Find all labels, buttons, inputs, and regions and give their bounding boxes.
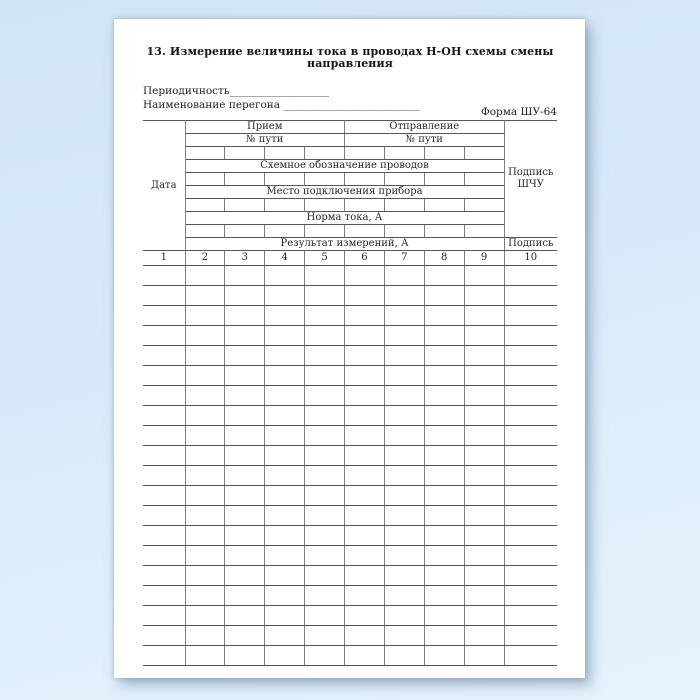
empty-cell — [464, 446, 504, 466]
empty-cell — [225, 173, 265, 186]
blank-header-row — [143, 225, 557, 238]
empty-cell — [305, 426, 345, 446]
empty-cell — [143, 566, 185, 586]
empty-cell — [225, 626, 265, 646]
empty-cell — [464, 466, 504, 486]
table-row — [143, 386, 557, 406]
empty-cell — [143, 606, 185, 626]
empty-cell — [345, 225, 385, 238]
empty-cell — [225, 506, 265, 526]
empty-cell — [305, 606, 345, 626]
empty-cell — [265, 566, 305, 586]
empty-cell — [225, 147, 265, 160]
empty-cell — [424, 566, 464, 586]
empty-cell — [384, 346, 424, 366]
empty-cell — [225, 366, 265, 386]
form-code: Форма ШУ-64 — [480, 106, 557, 118]
empty-cell — [345, 546, 385, 566]
empty-cell — [504, 586, 557, 606]
empty-cell — [185, 366, 225, 386]
table-row — [143, 626, 557, 646]
empty-cell — [424, 346, 464, 366]
empty-cell — [384, 173, 424, 186]
empty-cell — [185, 406, 225, 426]
empty-cell — [225, 526, 265, 546]
empty-cell — [464, 426, 504, 446]
empty-cell — [225, 326, 265, 346]
empty-cell — [464, 147, 504, 160]
empty-cell — [143, 426, 185, 446]
empty-cell — [384, 526, 424, 546]
empty-cell — [424, 466, 464, 486]
empty-cell — [265, 147, 305, 160]
empty-cell — [225, 586, 265, 606]
empty-cell — [464, 606, 504, 626]
column-number: 6 — [345, 251, 385, 266]
col-header-departure: Отправление — [345, 121, 505, 134]
empty-cell — [143, 486, 185, 506]
empty-cell — [305, 306, 345, 326]
empty-cell — [384, 386, 424, 406]
empty-cell — [504, 486, 557, 506]
column-number: 3 — [225, 251, 265, 266]
empty-cell — [504, 366, 557, 386]
empty-cell — [143, 366, 185, 386]
periodicity-field — [143, 84, 557, 98]
empty-cell — [143, 406, 185, 426]
empty-cell — [424, 326, 464, 346]
empty-cell — [185, 446, 225, 466]
empty-cell — [225, 546, 265, 566]
col-header-measurement-result: Результат измерений, А — [185, 238, 504, 251]
empty-cell — [504, 646, 557, 666]
empty-cell — [464, 386, 504, 406]
section-name-label: Наименование перегона — [143, 99, 284, 111]
col-header-track-no-reception: № пути — [185, 134, 345, 147]
empty-cell — [384, 225, 424, 238]
empty-cell — [345, 586, 385, 606]
empty-cell — [143, 386, 185, 406]
empty-cell — [305, 173, 345, 186]
empty-cell — [424, 646, 464, 666]
empty-cell — [143, 526, 185, 546]
empty-cell — [305, 346, 345, 366]
table-row — [143, 446, 557, 466]
empty-cell — [345, 646, 385, 666]
empty-cell — [225, 406, 265, 426]
empty-cell — [384, 306, 424, 326]
empty-cell — [345, 266, 385, 286]
empty-cell — [464, 586, 504, 606]
empty-cell — [265, 446, 305, 466]
empty-cell — [464, 366, 504, 386]
empty-cell — [345, 446, 385, 466]
empty-cell — [384, 366, 424, 386]
empty-cell — [185, 646, 225, 666]
empty-cell — [345, 346, 385, 366]
column-number: 5 — [305, 251, 345, 266]
table-row — [143, 546, 557, 566]
empty-cell — [384, 506, 424, 526]
empty-cell — [185, 486, 225, 506]
empty-cell — [424, 606, 464, 626]
empty-cell — [424, 266, 464, 286]
column-number: 9 — [464, 251, 504, 266]
empty-cell — [305, 406, 345, 426]
empty-cell — [384, 586, 424, 606]
empty-cell — [143, 446, 185, 466]
empty-cell — [185, 173, 225, 186]
empty-cell — [305, 386, 345, 406]
table-row — [143, 606, 557, 626]
empty-cell — [384, 626, 424, 646]
empty-cell — [305, 366, 345, 386]
empty-cell — [143, 506, 185, 526]
empty-cell — [345, 626, 385, 646]
empty-cell — [424, 426, 464, 446]
empty-cell — [424, 366, 464, 386]
empty-cell — [305, 466, 345, 486]
table-row — [143, 586, 557, 606]
empty-cell — [305, 626, 345, 646]
empty-cell — [143, 626, 185, 646]
periodicity-blank-line: ___________________ — [229, 85, 330, 97]
empty-cell — [424, 199, 464, 212]
empty-cell — [504, 426, 557, 446]
empty-cell — [384, 286, 424, 306]
empty-cell — [345, 199, 385, 212]
empty-cell — [265, 286, 305, 306]
empty-cell — [504, 526, 557, 546]
empty-cell — [424, 626, 464, 646]
col-header-current-norm: Норма тока, А — [185, 212, 504, 225]
table-row — [143, 286, 557, 306]
empty-cell — [225, 386, 265, 406]
table-row — [143, 646, 557, 666]
empty-cell — [345, 286, 385, 306]
empty-cell — [464, 346, 504, 366]
column-number: 1 — [143, 251, 185, 266]
empty-cell — [185, 606, 225, 626]
empty-cell — [185, 466, 225, 486]
empty-cell — [345, 486, 385, 506]
empty-cell — [265, 225, 305, 238]
empty-cell — [464, 199, 504, 212]
empty-cell — [265, 526, 305, 546]
col-header-device-connection: Место подключения прибора — [185, 186, 504, 199]
blank-header-row — [143, 147, 557, 160]
empty-cell — [384, 199, 424, 212]
table-row — [143, 466, 557, 486]
empty-cell — [265, 406, 305, 426]
empty-cell — [384, 326, 424, 346]
table-row — [143, 346, 557, 366]
empty-cell — [504, 386, 557, 406]
empty-cell — [504, 446, 557, 466]
empty-cell — [504, 326, 557, 346]
empty-cell — [345, 526, 385, 546]
empty-cell — [345, 566, 385, 586]
empty-cell — [143, 266, 185, 286]
empty-cell — [143, 306, 185, 326]
table-row — [143, 306, 557, 326]
empty-cell — [345, 386, 385, 406]
empty-cell — [185, 199, 225, 212]
empty-cell — [384, 147, 424, 160]
empty-cell — [384, 426, 424, 446]
empty-cell — [143, 646, 185, 666]
section-name-blank-line: __________________________ — [283, 99, 420, 111]
empty-cell — [464, 506, 504, 526]
empty-cell — [504, 346, 557, 366]
table-row — [143, 526, 557, 546]
empty-cell — [345, 406, 385, 426]
empty-cell — [265, 466, 305, 486]
empty-cell — [185, 506, 225, 526]
empty-cell — [305, 546, 345, 566]
empty-cell — [185, 286, 225, 306]
empty-cell — [504, 546, 557, 566]
empty-cell — [424, 406, 464, 426]
empty-cell — [265, 326, 305, 346]
empty-cell — [265, 626, 305, 646]
col-header-wires-designation: Схемное обозначение проводов — [185, 160, 504, 173]
column-number: 10 — [504, 251, 557, 266]
empty-cell — [504, 286, 557, 306]
empty-cell — [424, 506, 464, 526]
blank-header-row — [143, 199, 557, 212]
empty-cell — [424, 286, 464, 306]
empty-cell — [265, 586, 305, 606]
column-number: 4 — [265, 251, 305, 266]
empty-cell — [424, 486, 464, 506]
empty-cell — [305, 326, 345, 346]
empty-cell — [384, 466, 424, 486]
empty-cell — [384, 566, 424, 586]
empty-cell — [504, 606, 557, 626]
empty-cell — [464, 266, 504, 286]
empty-cell — [225, 486, 265, 506]
blank-header-row — [143, 173, 557, 186]
measurement-table-body — [143, 121, 557, 666]
empty-cell — [225, 266, 265, 286]
table-row — [143, 506, 557, 526]
empty-cell — [265, 426, 305, 446]
empty-cell — [345, 173, 385, 186]
column-number: 2 — [185, 251, 225, 266]
empty-cell — [143, 346, 185, 366]
col-header-reception: Прием — [185, 121, 345, 134]
column-numbers-row — [143, 251, 557, 266]
empty-cell — [265, 366, 305, 386]
empty-cell — [464, 626, 504, 646]
table-row — [143, 326, 557, 346]
empty-cell — [305, 646, 345, 666]
empty-cell — [384, 266, 424, 286]
empty-cell — [185, 426, 225, 446]
empty-cell — [225, 446, 265, 466]
empty-cell — [185, 546, 225, 566]
empty-cell — [504, 626, 557, 646]
empty-cell — [464, 326, 504, 346]
empty-cell — [464, 646, 504, 666]
empty-cell — [305, 526, 345, 546]
empty-cell — [265, 546, 305, 566]
empty-cell — [143, 326, 185, 346]
empty-cell — [225, 346, 265, 366]
col-header-signature-shchu: Подпись ШЧУ — [504, 121, 557, 238]
empty-cell — [384, 406, 424, 426]
empty-cell — [185, 566, 225, 586]
measurement-table — [143, 120, 557, 666]
table-row — [143, 426, 557, 446]
empty-cell — [345, 147, 385, 160]
empty-cell — [424, 546, 464, 566]
periodicity-label: Периодичность — [143, 85, 230, 97]
empty-cell — [305, 486, 345, 506]
empty-cell — [504, 406, 557, 426]
empty-cell — [225, 426, 265, 446]
empty-cell — [504, 266, 557, 286]
empty-cell — [185, 306, 225, 326]
col-header-date: Дата — [143, 121, 185, 251]
empty-cell — [265, 646, 305, 666]
col-header-track-no-departure: № пути — [345, 134, 505, 147]
empty-cell — [143, 286, 185, 306]
form-title: 13. Измерение величины тока в проводах Н-ОН схемы смены направления — [146, 45, 554, 70]
empty-cell — [225, 225, 265, 238]
empty-cell — [143, 586, 185, 606]
empty-cell — [504, 566, 557, 586]
table-row — [143, 406, 557, 426]
empty-cell — [305, 586, 345, 606]
empty-cell — [464, 225, 504, 238]
empty-cell — [345, 606, 385, 626]
empty-cell — [305, 199, 345, 212]
column-number: 7 — [384, 251, 424, 266]
table-row — [143, 566, 557, 586]
empty-cell — [185, 386, 225, 406]
empty-cell — [225, 646, 265, 666]
empty-cell — [464, 306, 504, 326]
empty-cell — [225, 606, 265, 626]
empty-cell — [345, 366, 385, 386]
empty-cell — [504, 306, 557, 326]
empty-cell — [265, 606, 305, 626]
table-row — [143, 366, 557, 386]
empty-cell — [185, 326, 225, 346]
empty-cell — [424, 526, 464, 546]
empty-cell — [265, 486, 305, 506]
empty-cell — [225, 566, 265, 586]
empty-cell — [305, 446, 345, 466]
empty-cell — [384, 446, 424, 466]
empty-cell — [185, 586, 225, 606]
empty-cell — [424, 386, 464, 406]
empty-cell — [464, 486, 504, 506]
empty-cell — [464, 406, 504, 426]
empty-cell — [265, 199, 305, 212]
empty-cell — [464, 526, 504, 546]
empty-cell — [185, 147, 225, 160]
empty-cell — [305, 566, 345, 586]
empty-cell — [305, 506, 345, 526]
empty-cell — [464, 566, 504, 586]
empty-cell — [345, 506, 385, 526]
form-page — [114, 19, 585, 678]
empty-cell — [265, 386, 305, 406]
empty-cell — [185, 225, 225, 238]
empty-cell — [265, 346, 305, 366]
empty-cell — [464, 546, 504, 566]
empty-cell — [305, 286, 345, 306]
empty-cell — [265, 266, 305, 286]
empty-cell — [464, 286, 504, 306]
empty-cell — [384, 486, 424, 506]
empty-cell — [225, 466, 265, 486]
empty-cell — [185, 526, 225, 546]
empty-cell — [225, 286, 265, 306]
empty-cell — [265, 506, 305, 526]
col-header-signature: Подпись — [504, 238, 557, 251]
empty-cell — [185, 266, 225, 286]
empty-cell — [305, 147, 345, 160]
empty-cell — [265, 173, 305, 186]
empty-cell — [345, 326, 385, 346]
empty-cell — [345, 426, 385, 446]
empty-cell — [384, 606, 424, 626]
empty-cell — [225, 199, 265, 212]
empty-cell — [384, 646, 424, 666]
empty-cell — [143, 546, 185, 566]
empty-cell — [384, 546, 424, 566]
empty-cell — [424, 225, 464, 238]
empty-cell — [185, 346, 225, 366]
empty-cell — [464, 173, 504, 186]
table-row — [143, 266, 557, 286]
table-row — [143, 486, 557, 506]
empty-cell — [424, 306, 464, 326]
empty-cell — [185, 626, 225, 646]
empty-cell — [424, 446, 464, 466]
empty-cell — [305, 225, 345, 238]
empty-cell — [225, 306, 265, 326]
empty-cell — [345, 466, 385, 486]
empty-cell — [424, 147, 464, 160]
empty-cell — [504, 506, 557, 526]
empty-cell — [424, 173, 464, 186]
empty-cell — [143, 466, 185, 486]
empty-cell — [345, 306, 385, 326]
empty-cell — [265, 306, 305, 326]
empty-cell — [424, 586, 464, 606]
empty-cell — [504, 466, 557, 486]
column-number: 8 — [424, 251, 464, 266]
empty-cell — [305, 266, 345, 286]
